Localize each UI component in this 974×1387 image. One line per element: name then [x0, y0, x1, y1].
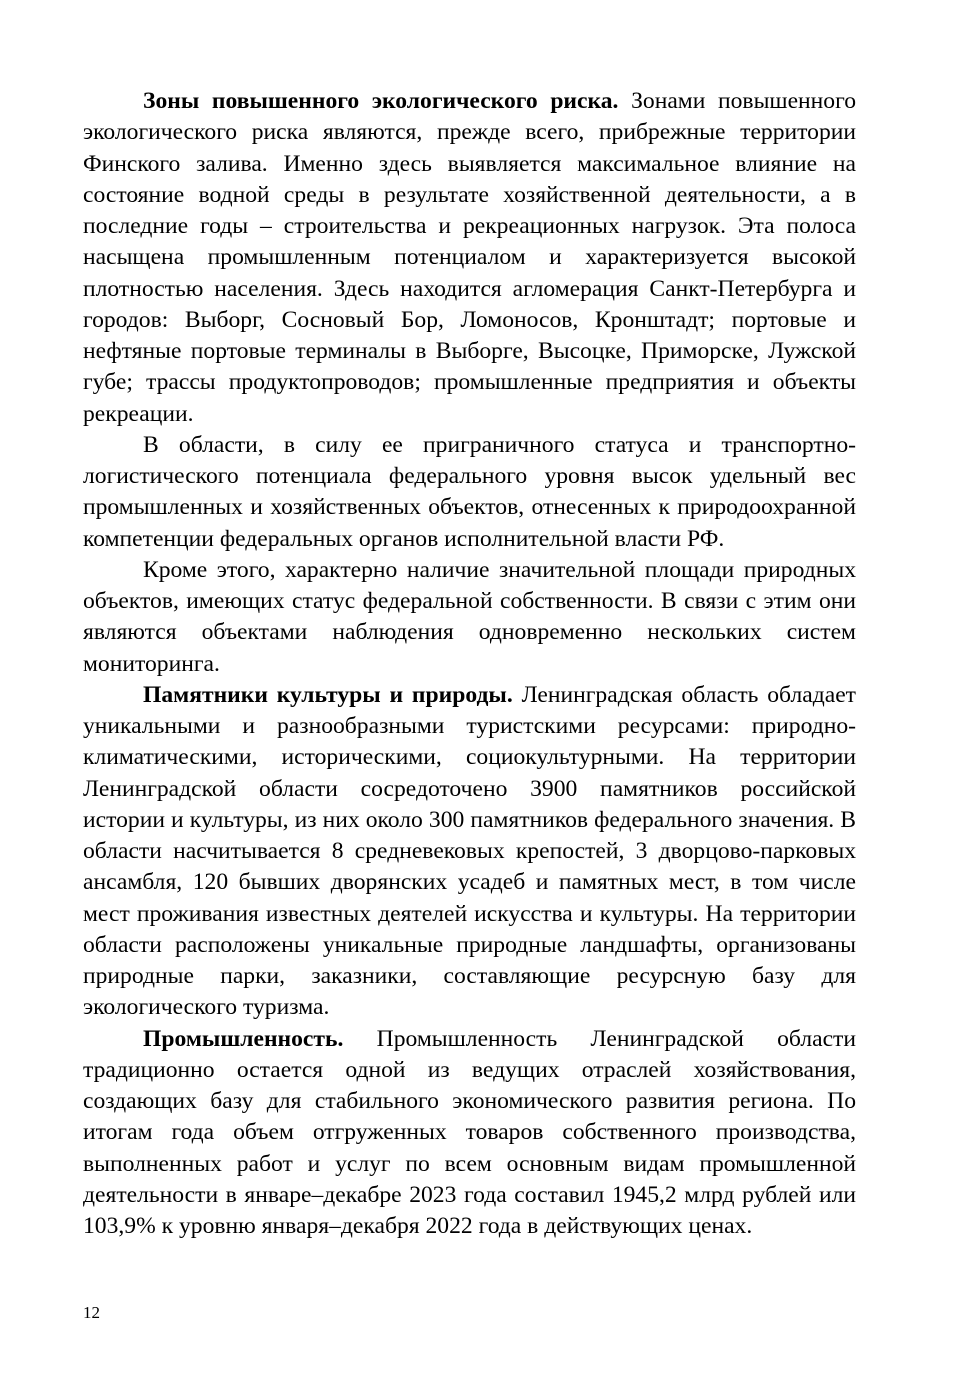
paragraph-border-status: [83, 430, 856, 555]
heading-ecological-risk-zones: Зоны повышенного экологического риска.: [143, 88, 619, 114]
document-body: [83, 86, 856, 1242]
paragraph-federal-property: [83, 555, 856, 680]
paragraph-ecological-risk-zones: [83, 86, 856, 430]
paragraph-cultural-monuments: [83, 680, 856, 1024]
paragraph-text: Кроме этого, характерно наличие значительной площади природных объектов, имеющих статус федеральной собственности. В связи с этим они являются объектами наблюдения одновременно нескольких систем мониторинга.: [83, 556, 856, 677]
heading-cultural-monuments: Памятники культуры и природы.: [143, 681, 513, 708]
paragraph-industry: [83, 1024, 856, 1243]
paragraph-text: Ленинградская область обладает уникальными и разнообразными туристскими ресурсами: природно-климатическими, историческими, социокультурными. На территории Ленинградской области сосредоточено 3900 памятников российской истории и культуры, из них около 300 памятников федерального значения. В области насчитывается 8 средневековых крепостей, 3 дворцово-парковых ансамбля, 120 бывших дворянских усадеб и памятных мест, в том числе мест проживания известных деятелей искусства и культуры. На территории области расположены уникальные природные ландшафты, организованы природные парки, заказники, составляющие ресурсную базу для экологического туризма.: [83, 681, 856, 1021]
paragraph-text: Зонами повышенного экологического риска являются, прежде всего, прибрежные территории Финского залива. Именно здесь выявляется максимальное влияние на состояние водной среды в результате хозяйственной деятельности, а в последние годы – строительства и рекреационных нагрузок. Эта полоса насыщена промышленным потенциалом и характеризуется высокой плотностью населения. Здесь находится агломерация Санкт-Петербурга и городов: Выборг, Сосновый Бор, Ломоносов, Кронштадт; портовые и нефтяные портовые терминалы в Выборге, Высоцке, Приморске, Лужской губе; трассы продуктопроводов; промышленные предприятия и объекты рекреации.: [83, 88, 856, 427]
heading-industry: Промышленность.: [143, 1025, 344, 1052]
paragraph-text: В области, в силу ее приграничного статуса и транспортно-логистического потенциала федерального уровня высок удельный вес промышленных и хозяйственных объектов, отнесенных к природоохранной компетенции федеральных органов исполнительной власти РФ.: [83, 431, 856, 552]
paragraph-text: Промышленность Ленинградской области традиционно остается одной из ведущих отраслей хозяйствования, создающих базу для стабильного экономического развития региона. По итогам года объем отгруженных товаров собственного производства, выполненных работ и услуг по всем основным видам промышленной деятельности в январе–декабре 2023 года составил 1945,2 млрд рублей или 103,9% к уровню января–декабря 2022 года в действующих ценах.: [83, 1025, 856, 1239]
page-number: 12: [83, 1303, 100, 1322]
